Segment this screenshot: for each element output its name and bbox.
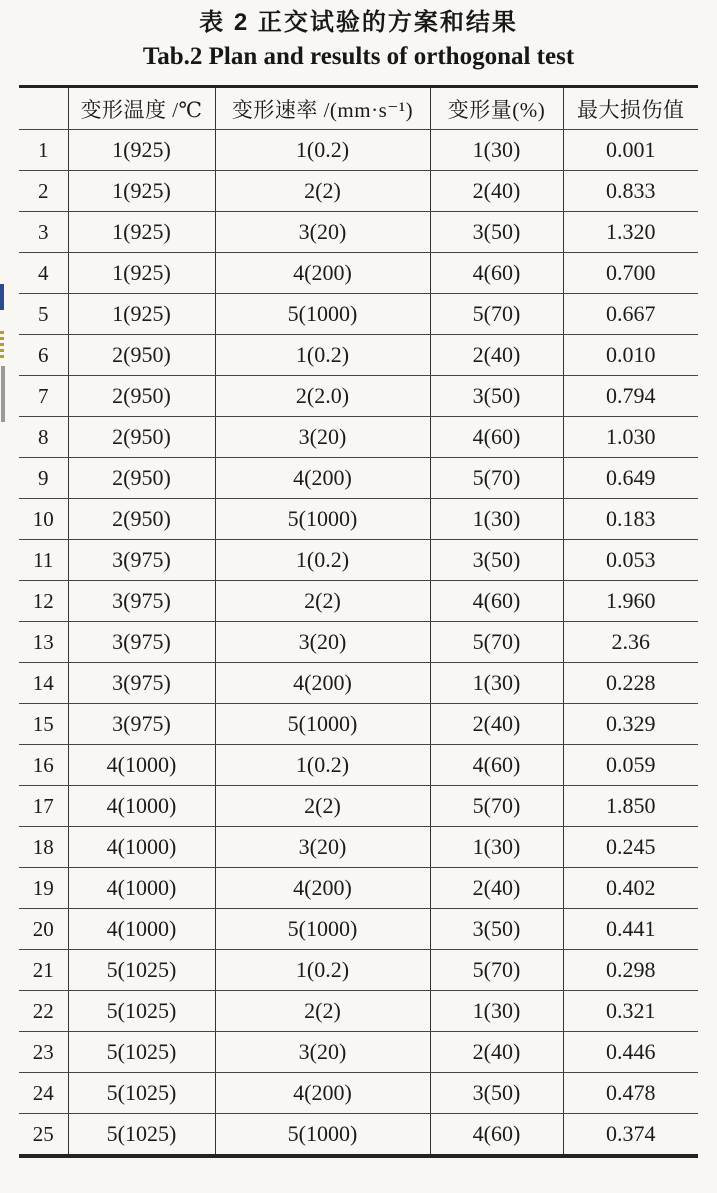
data-cell: 2(2) — [215, 581, 430, 622]
data-cell: 0.649 — [563, 458, 698, 499]
data-cell: 5(1025) — [68, 1032, 215, 1073]
data-cell: 1(925) — [68, 171, 215, 212]
data-cell: 0.446 — [563, 1032, 698, 1073]
data-cell: 2(950) — [68, 458, 215, 499]
data-cell: 4(200) — [215, 868, 430, 909]
table-row — [19, 868, 698, 909]
data-cell: 4(60) — [430, 417, 563, 458]
table-row — [19, 540, 698, 581]
data-cell: 4(1000) — [68, 868, 215, 909]
data-cell: 1(0.2) — [215, 335, 430, 376]
data-cell: 0.833 — [563, 171, 698, 212]
table-header — [19, 87, 698, 130]
row-number-cell: 23 — [19, 1032, 68, 1073]
scan-artifact-gold — [0, 331, 4, 359]
data-cell: 5(70) — [430, 622, 563, 663]
row-number-cell: 9 — [19, 458, 68, 499]
row-number-cell: 5 — [19, 294, 68, 335]
data-cell: 1(30) — [430, 991, 563, 1032]
data-cell: 3(20) — [215, 622, 430, 663]
data-cell: 2(2) — [215, 786, 430, 827]
row-number-cell: 24 — [19, 1073, 68, 1114]
data-cell: 2(2) — [215, 171, 430, 212]
table-row — [19, 376, 698, 417]
data-cell: 2(2.0) — [215, 376, 430, 417]
data-cell: 1(925) — [68, 253, 215, 294]
data-cell: 2(40) — [430, 1032, 563, 1073]
data-cell: 0.183 — [563, 499, 698, 540]
row-number-cell: 4 — [19, 253, 68, 294]
data-cell: 2(950) — [68, 417, 215, 458]
table-row — [19, 827, 698, 868]
data-cell: 0.402 — [563, 868, 698, 909]
data-cell: 2(950) — [68, 499, 215, 540]
data-cell: 1(925) — [68, 294, 215, 335]
header-cell-deformation-rate: 变形速率 /(mm·s⁻¹) — [215, 87, 430, 130]
data-cell: 2(40) — [430, 335, 563, 376]
row-number-cell: 12 — [19, 581, 68, 622]
data-cell: 5(70) — [430, 458, 563, 499]
table-row — [19, 335, 698, 376]
data-cell: 1.850 — [563, 786, 698, 827]
data-cell: 0.228 — [563, 663, 698, 704]
scan-artifact-blue — [0, 284, 4, 310]
data-cell: 2(40) — [430, 868, 563, 909]
data-cell: 3(20) — [215, 827, 430, 868]
data-cell: 4(200) — [215, 253, 430, 294]
row-number-cell: 18 — [19, 827, 68, 868]
data-cell: 5(1025) — [68, 950, 215, 991]
header-cell-deformation-temperature: 变形温度 /℃ — [68, 87, 215, 130]
data-cell: 4(60) — [430, 745, 563, 786]
row-number-cell: 16 — [19, 745, 68, 786]
row-number-cell: 22 — [19, 991, 68, 1032]
table-row — [19, 745, 698, 786]
data-cell: 3(50) — [430, 212, 563, 253]
table-row — [19, 704, 698, 745]
data-cell: 3(20) — [215, 417, 430, 458]
table-row — [19, 171, 698, 212]
table-row — [19, 458, 698, 499]
data-cell: 4(60) — [430, 581, 563, 622]
data-cell: 3(50) — [430, 1073, 563, 1114]
table-row — [19, 950, 698, 991]
table-row — [19, 991, 698, 1032]
data-cell: 0.441 — [563, 909, 698, 950]
data-cell: 5(1025) — [68, 1073, 215, 1114]
data-cell: 0.010 — [563, 335, 698, 376]
data-cell: 3(975) — [68, 663, 215, 704]
data-cell: 0.321 — [563, 991, 698, 1032]
table-row — [19, 253, 698, 294]
data-cell: 5(1000) — [215, 704, 430, 745]
data-cell: 5(1000) — [215, 499, 430, 540]
header-cell-deformation-amount: 变形量(%) — [430, 87, 563, 130]
data-cell: 0.298 — [563, 950, 698, 991]
data-cell: 4(1000) — [68, 745, 215, 786]
header-cell-row-number — [19, 87, 68, 130]
data-cell: 0.478 — [563, 1073, 698, 1114]
table-body — [19, 130, 698, 1157]
table-row — [19, 1114, 698, 1157]
data-cell: 5(1025) — [68, 1114, 215, 1157]
table-row — [19, 663, 698, 704]
data-cell: 4(1000) — [68, 786, 215, 827]
row-number-cell: 6 — [19, 335, 68, 376]
data-cell: 1(925) — [68, 212, 215, 253]
row-number-cell: 11 — [19, 540, 68, 581]
table-row — [19, 130, 698, 171]
data-cell: 2(950) — [68, 335, 215, 376]
data-cell: 3(20) — [215, 212, 430, 253]
data-cell: 0.001 — [563, 130, 698, 171]
data-cell: 3(975) — [68, 704, 215, 745]
data-cell: 5(70) — [430, 294, 563, 335]
data-cell: 1.030 — [563, 417, 698, 458]
row-number-cell: 10 — [19, 499, 68, 540]
row-number-cell: 3 — [19, 212, 68, 253]
data-cell: 4(1000) — [68, 827, 215, 868]
data-cell: 0.667 — [563, 294, 698, 335]
data-cell: 0.700 — [563, 253, 698, 294]
data-cell: 1(0.2) — [215, 950, 430, 991]
table-row — [19, 1073, 698, 1114]
data-cell: 0.329 — [563, 704, 698, 745]
row-number-cell: 8 — [19, 417, 68, 458]
scan-artifact-gray — [1, 366, 5, 422]
data-cell: 3(975) — [68, 540, 215, 581]
data-cell: 4(200) — [215, 1073, 430, 1114]
data-cell: 4(1000) — [68, 909, 215, 950]
table-row — [19, 1032, 698, 1073]
data-cell: 4(60) — [430, 253, 563, 294]
table-row — [19, 581, 698, 622]
table-row — [19, 499, 698, 540]
row-number-cell: 21 — [19, 950, 68, 991]
data-cell: 2(40) — [430, 171, 563, 212]
table-row — [19, 212, 698, 253]
row-number-cell: 14 — [19, 663, 68, 704]
data-cell: 0.059 — [563, 745, 698, 786]
data-cell: 3(50) — [430, 376, 563, 417]
data-cell: 1.320 — [563, 212, 698, 253]
data-cell: 5(1000) — [215, 294, 430, 335]
table-row — [19, 909, 698, 950]
table-title-english: Tab.2 Plan and results of orthogonal test — [142, 43, 575, 70]
orthogonal-test-table — [19, 85, 698, 1158]
data-cell: 5(1000) — [215, 909, 430, 950]
data-cell: 2.36 — [563, 622, 698, 663]
data-cell: 4(60) — [430, 1114, 563, 1157]
table-row — [19, 294, 698, 335]
header-row — [19, 87, 698, 130]
data-cell: 1(925) — [68, 130, 215, 171]
data-cell: 3(20) — [215, 1032, 430, 1073]
data-cell: 1(0.2) — [215, 540, 430, 581]
data-cell: 5(1000) — [215, 1114, 430, 1157]
data-cell: 3(50) — [430, 909, 563, 950]
data-cell: 4(200) — [215, 458, 430, 499]
data-cell: 1(30) — [430, 663, 563, 704]
table-row — [19, 417, 698, 458]
row-number-cell: 25 — [19, 1114, 68, 1157]
data-cell: 1(30) — [430, 130, 563, 171]
data-cell: 1(30) — [430, 827, 563, 868]
table-row — [19, 786, 698, 827]
row-number-cell: 15 — [19, 704, 68, 745]
data-cell: 3(50) — [430, 540, 563, 581]
row-number-cell: 20 — [19, 909, 68, 950]
data-cell: 2(40) — [430, 704, 563, 745]
data-cell: 0.053 — [563, 540, 698, 581]
data-cell: 2(950) — [68, 376, 215, 417]
row-number-cell: 17 — [19, 786, 68, 827]
row-number-cell: 19 — [19, 868, 68, 909]
data-cell: 4(200) — [215, 663, 430, 704]
table-row — [19, 622, 698, 663]
header-cell-max-damage-value: 最大损伤值 — [563, 87, 698, 130]
data-cell: 1(30) — [430, 499, 563, 540]
data-cell: 0.374 — [563, 1114, 698, 1157]
data-cell: 0.245 — [563, 827, 698, 868]
data-cell: 1(0.2) — [215, 130, 430, 171]
row-number-cell: 7 — [19, 376, 68, 417]
table-title-chinese: 表 2 正交试验的方案和结果 — [199, 9, 518, 36]
data-cell: 3(975) — [68, 622, 215, 663]
data-cell: 5(1025) — [68, 991, 215, 1032]
row-number-cell: 1 — [19, 130, 68, 171]
row-number-cell: 13 — [19, 622, 68, 663]
data-cell: 5(70) — [430, 786, 563, 827]
data-cell: 3(975) — [68, 581, 215, 622]
data-cell: 0.794 — [563, 376, 698, 417]
data-cell: 5(70) — [430, 950, 563, 991]
data-cell: 1.960 — [563, 581, 698, 622]
row-number-cell: 2 — [19, 171, 68, 212]
data-cell: 1(0.2) — [215, 745, 430, 786]
data-cell: 2(2) — [215, 991, 430, 1032]
